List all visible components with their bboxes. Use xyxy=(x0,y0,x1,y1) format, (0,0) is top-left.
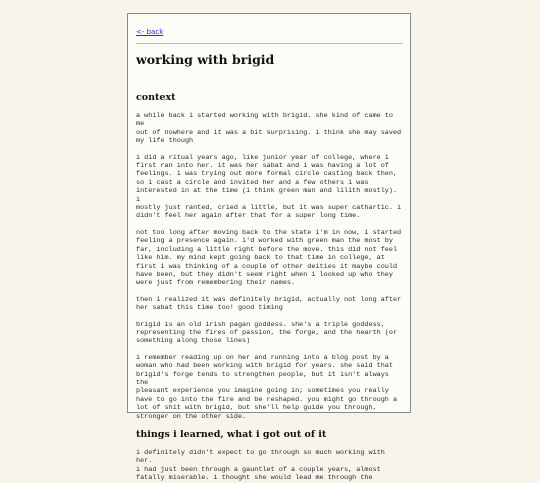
section-heading: things i learned, what i got out of it xyxy=(136,429,327,440)
page-title: working with brigid xyxy=(136,52,275,67)
paragraph: i did a ritual years ago, like junior year of college, where i first ran into her. it was her sabat and i was having a lot of feelings. i was trying out more formal circle casting back then, so i cast a circle and invited her and a few others i was interested in at the time (i think green man and lilith mostly). i mostly just ranted, cried a little, but it was super cathartic. i didn't feel her again after that for a super long time. xyxy=(136,153,402,221)
paragraph: a while back i started working with brigid. she kind of came to me out of nowhere and it was a bit surprising. i think she may saved my life though xyxy=(136,112,402,146)
divider xyxy=(136,43,403,44)
back-link[interactable]: <- back xyxy=(136,28,164,36)
paragraph: i remember reading up on her and running into a blog post by a woman who had been working with brigid for years. she said that brigid's forge tends to strengthen people, but it isn't always the pleasant experience you imagine going in; sometimes you really have to go into the fire and be reshaped. you might go through a lot of shit with brigid, but she'll help guide you through, stronger on the other side. xyxy=(136,353,398,421)
section-heading: context xyxy=(136,92,176,103)
paragraph: not too long after moving back to the state i'm in now, i started feeling a presence again. i'd worked with green man the most by far, including a little right before the move. this did not feel like him. my mind kept going back to that time in college, at first i was thinking of a couple of other deities it maybe could have been, but they didn't seem right when i looked up who they were just from remembering their names. xyxy=(136,228,402,288)
paragraph: i definitely didn't expect to go through so much working with her. i had just been through a gauntlet of a couple years, almost fatally miserable. i thought she would lead me through the xyxy=(136,449,385,483)
section-things-learned xyxy=(136,429,403,483)
paragraph: brigid is an old irish pagan goddess. she's a triple goddess, representing the fires of passion, the forge, and the hearth (or something along those lines) xyxy=(136,320,398,346)
content-page xyxy=(127,13,411,483)
paragraph: then i realized it was definitely brigid, actually not long after her sabat this time too! good timing xyxy=(136,295,402,313)
section-context xyxy=(136,92,403,421)
